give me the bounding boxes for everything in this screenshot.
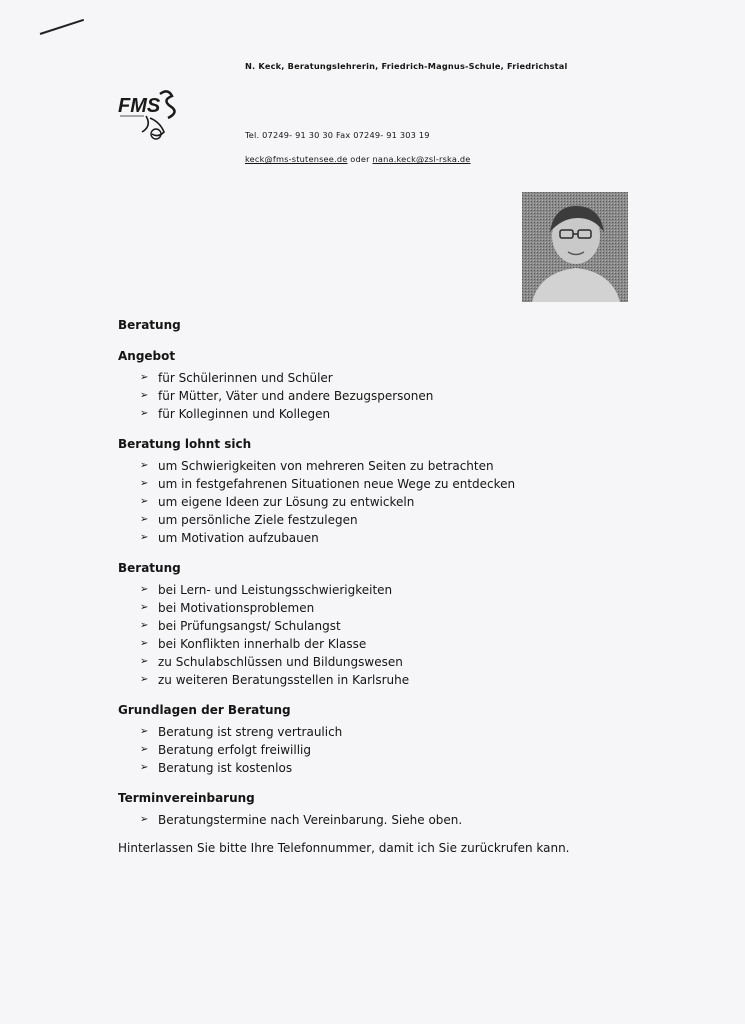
list-item-text: für Schülerinnen und Schüler (158, 371, 333, 385)
list-item (118, 457, 678, 475)
list-item (118, 529, 678, 547)
list-item-text: für Mütter, Väter und andere Bezugspersonen (158, 389, 434, 403)
list-item-text: um eigene Ideen zur Lösung zu entwickeln (158, 495, 415, 509)
arrow-bullet-icon: ➢ (140, 814, 149, 825)
arrow-bullet-icon: ➢ (140, 460, 149, 471)
list-item (118, 723, 678, 741)
list-item-text: Beratung ist streng vertraulich (158, 725, 343, 739)
list-item-text: bei Motivationsproblemen (158, 601, 315, 615)
email-link-2[interactable]: nana.keck@zsl-rska.de (372, 154, 471, 164)
list-item-text: um Schwierigkeiten von mehreren Seiten zu betrachten (158, 459, 494, 473)
bullet-list (118, 457, 678, 547)
email-link-1[interactable]: keck@fms-stutensee.de (245, 154, 348, 164)
list-item-text: Beratung erfolgt freiwillig (158, 743, 311, 757)
list-item-text: um in festgefahrenen Situationen neue Wege zu entdecken (158, 477, 516, 491)
fms-school-logo-icon (116, 86, 186, 146)
arrow-bullet-icon: ➢ (140, 656, 149, 667)
list-item (118, 653, 678, 671)
list-item-text: bei Lern- und Leistungsschwierigkeiten (158, 583, 393, 597)
bullet-list (118, 581, 678, 689)
section-heading: Beratung lohnt sich (118, 437, 252, 451)
bullet-list (118, 723, 678, 777)
arrow-bullet-icon: ➢ (140, 762, 149, 773)
list-item (118, 581, 678, 599)
arrow-bullet-icon: ➢ (140, 390, 149, 401)
section-heading: Beratung (118, 318, 181, 332)
section-heading: Angebot (118, 349, 176, 363)
section-heading: Terminvereinbarung (118, 791, 255, 805)
header-phone-fax: Tel. 07249- 91 30 30 Fax 07249- 91 303 19 (245, 130, 430, 140)
header-title: N. Keck, Beratungslehrerin, Friedrich-Magnus-Schule, Friedrichstal (245, 61, 568, 71)
section-spacer (118, 334, 678, 347)
list-item (118, 475, 678, 493)
bullet-list (118, 369, 678, 423)
arrow-bullet-icon: ➢ (140, 478, 149, 489)
list-item (118, 671, 678, 689)
list-item (118, 635, 678, 653)
list-item-text: zu Schulabschlüssen und Bildungswesen (158, 655, 403, 669)
arrow-bullet-icon: ➢ (140, 744, 149, 755)
list-item (118, 759, 678, 777)
list-item-text: um persönliche Ziele festzulegen (158, 513, 358, 527)
list-item-text: zu weiteren Beratungsstellen in Karlsruhe (158, 673, 410, 687)
list-item-text: Beratung ist kostenlos (158, 761, 293, 775)
arrow-bullet-icon: ➢ (140, 514, 149, 525)
section-heading: Beratung (118, 561, 181, 575)
arrow-bullet-icon: ➢ (140, 584, 149, 595)
list-item (118, 511, 678, 529)
bullet-list (118, 811, 678, 829)
list-item-text: um Motivation aufzubauen (158, 531, 319, 545)
list-item (118, 617, 678, 635)
arrow-bullet-icon: ➢ (140, 408, 149, 419)
arrow-bullet-icon: ➢ (140, 638, 149, 649)
arrow-bullet-icon: ➢ (140, 602, 149, 613)
list-item-text: Beratungstermine nach Vereinbarung. Siehe oben. (158, 813, 463, 827)
arrow-bullet-icon: ➢ (140, 674, 149, 685)
list-item-text: bei Prüfungsangst/ Schulangst (158, 619, 341, 633)
arrow-bullet-icon: ➢ (140, 726, 149, 737)
main-content (118, 316, 678, 855)
list-item (118, 405, 678, 423)
list-item-text: für Kolleginnen und Kollegen (158, 407, 331, 421)
list-item (118, 387, 678, 405)
header-email-line (245, 154, 471, 164)
email-separator: oder (347, 154, 373, 164)
portrait-photo (522, 192, 628, 302)
arrow-bullet-icon: ➢ (140, 496, 149, 507)
list-item-text: bei Konflikten innerhalb der Klasse (158, 637, 367, 651)
list-item (118, 369, 678, 387)
section-heading: Grundlagen der Beratung (118, 703, 291, 717)
scan-pen-mark (40, 19, 84, 35)
list-item (118, 599, 678, 617)
arrow-bullet-icon: ➢ (140, 532, 149, 543)
logo-text: FMS (118, 95, 161, 117)
list-item (118, 741, 678, 759)
closing-note: Hinterlassen Sie bitte Ihre Telefonnummer, damit ich Sie zurückrufen kann. (118, 841, 570, 855)
arrow-bullet-icon: ➢ (140, 620, 149, 631)
list-item (118, 493, 678, 511)
list-item (118, 811, 678, 829)
arrow-bullet-icon: ➢ (140, 372, 149, 383)
